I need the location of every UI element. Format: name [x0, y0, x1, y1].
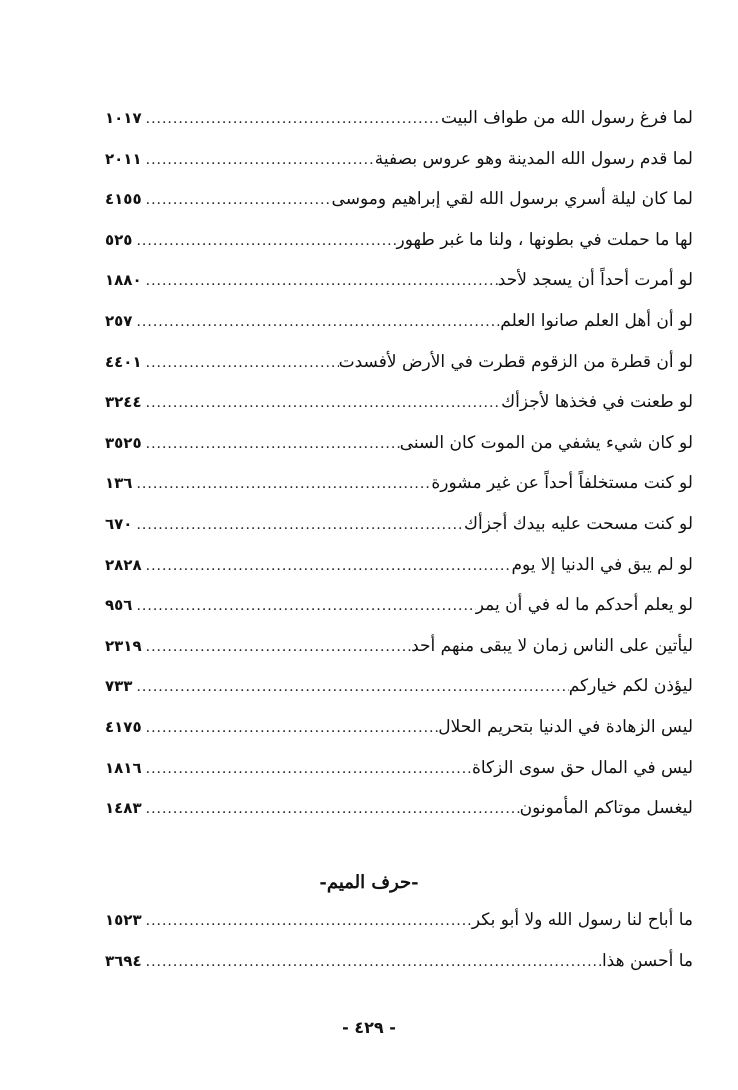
leader-dots [142, 761, 472, 777]
entry-number: ٣٦٩٤ [105, 951, 142, 970]
index-entry [105, 798, 693, 839]
entry-text: لما فرغ رسول الله من طواف البيت [440, 108, 693, 128]
entry-text: لو كنت مسحت عليه بيدك أجزأك [464, 513, 693, 534]
leader-dots [142, 720, 439, 736]
entry-number: ٢٠١١ [105, 149, 142, 168]
leader-dots [142, 913, 472, 929]
entry-number: ٣٥٢٥ [105, 433, 142, 452]
index-entry [105, 758, 693, 799]
entry-text: لو يعلم أحدكم ما له في أن يمر [475, 595, 693, 616]
entry-text: ليؤذن لكم خياركم [568, 676, 693, 697]
leader-dots [132, 476, 431, 492]
entry-text: لو أن قطرة من الزقوم قطرت في الأرض لأفسدت [338, 351, 693, 372]
entry-text: لو كنت مستخلفاً أحداً عن غير مشورة [431, 473, 693, 494]
leader-dots [142, 152, 375, 168]
entry-number: ٣٢٤٤ [105, 393, 142, 412]
leader-dots [142, 273, 498, 289]
entry-number: ٢٨٢٨ [105, 555, 142, 574]
entry-number: ٢٥٧ [105, 311, 133, 330]
index-entry [105, 108, 693, 149]
entry-text: لو طعنت في فخذها لأجزأك [501, 392, 693, 413]
page-number: - ٤٢٩ - [342, 1018, 396, 1037]
leader-dots [142, 111, 441, 127]
index-entry [105, 636, 693, 677]
leader-dots [142, 395, 501, 411]
section-heading: -حرف الميم- [319, 872, 419, 893]
leader-dots [132, 233, 396, 249]
entry-text: ما أباح لنا رسول الله ولا أبو بكر [471, 910, 693, 930]
entry-number: ١٨١٦ [105, 758, 142, 777]
entry-number: ٤١٧٥ [105, 717, 142, 736]
index-entry [105, 352, 693, 393]
index-entry [105, 270, 693, 311]
leader-dots [142, 639, 412, 655]
entry-number: ١٤٨٣ [105, 799, 142, 818]
entry-text: لو أن أهل العلم صانوا العلم [500, 310, 693, 331]
index-entry [105, 149, 693, 190]
entry-number: ٢٣١٩ [105, 636, 142, 655]
entry-text: لو كان شيء يشفي من الموت كان السنى [399, 432, 693, 453]
leader-dots [132, 314, 500, 330]
index-entry [105, 473, 693, 514]
index-entry [105, 311, 693, 352]
index-entry [105, 717, 693, 758]
entry-text: لو لم يبق في الدنيا إلا يوم [511, 554, 693, 575]
entry-number: ٤٤٠١ [105, 352, 142, 371]
entry-number: ٩٥٦ [105, 596, 133, 615]
leader-dots [142, 558, 512, 574]
index-entry [105, 392, 693, 433]
entry-text: ليس في المال حق سوى الزكاة [471, 757, 693, 778]
entry-text: ليس الزهادة في الدنيا بتحريم الحلال [438, 716, 693, 737]
entry-number: ١٨٨٠ [105, 271, 142, 290]
leader-dots [132, 598, 475, 614]
entry-number: ٦٧٠ [105, 514, 133, 533]
leader-dots [132, 679, 568, 695]
entry-number: ١٥٢٣ [105, 911, 142, 929]
entry-number: ٥٢٥ [105, 230, 133, 249]
entry-text: لما كان ليلة أسري برسول الله لقي إبراهيم وموسى [331, 189, 693, 210]
leader-dots [142, 355, 339, 371]
index-entry [105, 910, 693, 951]
index-entry [105, 951, 693, 992]
index-entry [105, 230, 693, 271]
entry-number: ١٠١٧ [105, 109, 142, 127]
entry-text: ليأتين على الناس زمان لا يبقى منهم أحد [411, 635, 693, 656]
index-entry [105, 595, 693, 636]
index-entry [105, 433, 693, 474]
index-entry [105, 189, 693, 230]
entry-number: ١٣٦ [105, 474, 133, 493]
section-entries-list [105, 910, 693, 991]
leader-dots [132, 517, 464, 533]
leader-dots [142, 954, 602, 970]
index-entry [105, 676, 693, 717]
index-entry [105, 514, 693, 555]
leader-dots [142, 192, 332, 208]
entry-text: لما قدم رسول الله المدينة وهو عروس بصفية [374, 148, 693, 169]
index-entry [105, 555, 693, 596]
index-entries-list [105, 108, 693, 839]
entry-number: ٤١٥٥ [105, 190, 142, 209]
leader-dots [142, 436, 400, 452]
entry-text: لو أمرت أحداً أن يسجد لأحد [497, 270, 693, 291]
leader-dots [142, 801, 520, 817]
entry-text: ليغسل موتاكم المأمونون [519, 798, 693, 819]
entry-text: ما أحسن هذا [601, 950, 693, 971]
entry-text: لها ما حملت في بطونها ، ولنا ما غبر طهور [396, 229, 693, 250]
entry-number: ٧٣٣ [105, 677, 133, 696]
